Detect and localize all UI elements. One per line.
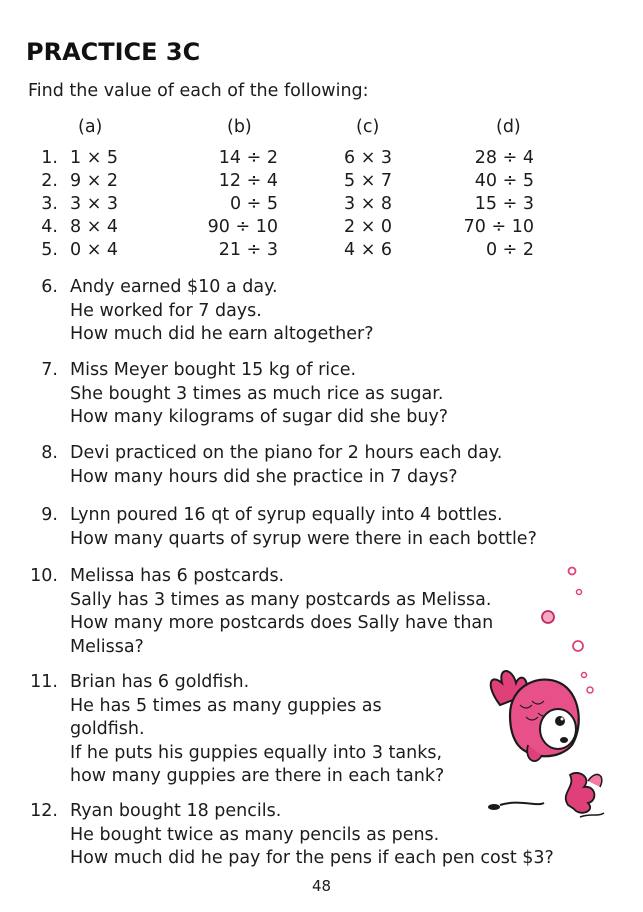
problem-line: Andy earned $10 a day.: [70, 277, 278, 297]
problem-line: How much did he pay for the pens if each pen cost $3?: [70, 848, 554, 868]
problem-line: goldfish.: [70, 719, 145, 739]
exercise-a: 9 × 2: [70, 171, 119, 191]
bubble-icon: [542, 611, 554, 623]
problem-line: Ryan bought 18 pencils.: [70, 801, 282, 821]
problem-line: If he puts his guppies equally into 3 tanks,: [70, 742, 443, 763]
exercise-d: 40 ÷ 5: [474, 171, 534, 191]
fish-face-icon: [540, 709, 576, 749]
problem-line: Brian has 6 goldfish.: [70, 672, 250, 692]
exercise-b: 90 ÷ 10: [207, 217, 278, 237]
exercise-a: 1 × 5: [70, 148, 119, 168]
bubble-icon: [577, 590, 582, 595]
exercise-b: 12 ÷ 4: [218, 171, 278, 191]
problem-line: He bought twice as many pencils as pens.: [70, 824, 440, 845]
problem-line: He worked for 7 days.: [70, 300, 262, 321]
problem-line: She bought 3 times as much rice as sugar.: [70, 383, 444, 404]
bubble-icon: [582, 673, 587, 678]
problem-number: 10.: [30, 566, 58, 586]
problem-line: How much did he earn altogether?: [70, 324, 374, 344]
goldfish-illustration: [480, 555, 620, 825]
exercise-number: 3.: [41, 194, 58, 214]
exercise-b: 21 ÷ 3: [218, 240, 278, 260]
problem-number: 8.: [41, 443, 58, 463]
problem-number: 11.: [30, 672, 58, 692]
problem-line: Miss Meyer bought 15 kg of rice.: [70, 360, 357, 380]
exercise-d: 28 ÷ 4: [474, 148, 534, 168]
column-header-d: (d): [496, 117, 521, 137]
column-header-b: (b): [227, 117, 252, 137]
bubble-icon: [569, 568, 576, 575]
problem-line: Melissa has 6 postcards.: [70, 566, 285, 586]
problem-number: 12.: [30, 801, 58, 821]
problem-line: How many quarts of syrup were there in each bottle?: [70, 528, 537, 549]
exercise-d: 70 ÷ 10: [463, 217, 534, 237]
bubble-icon: [573, 641, 583, 651]
bubble-icon: [587, 687, 593, 693]
problem-line: how many guppies are there in each tank?: [70, 766, 445, 786]
exercise-c: 5 × 7: [344, 171, 393, 191]
problem-number: 9.: [41, 505, 58, 525]
exercise-c: 4 × 6: [344, 240, 393, 260]
problem-line: Lynn poured 16 qt of syrup equally into 4 bottles.: [70, 505, 503, 525]
exercise-a: 3 × 3: [70, 194, 119, 214]
problem-line: Melissa?: [70, 636, 144, 657]
problem-line: He has 5 times as many guppies as: [70, 695, 382, 716]
exercise-d: 0 ÷ 2: [485, 240, 534, 260]
exercise-number: 4.: [41, 217, 58, 237]
problem-line: Sally has 3 times as many postcards as Melissa.: [70, 589, 492, 610]
exercise-a: 0 × 4: [70, 240, 119, 260]
exercise-d: 15 ÷ 3: [474, 194, 534, 214]
exercise-c: 3 × 8: [344, 194, 393, 214]
column-header-c: (c): [356, 117, 380, 137]
problem-line: How many more postcards does Sally have than: [70, 613, 494, 633]
exercise-number: 1.: [41, 148, 58, 168]
exercise-c: 2 × 0: [344, 217, 393, 237]
exercise-number: 2.: [41, 171, 58, 191]
problem-line: Devi practiced on the piano for 2 hours each day.: [70, 443, 503, 463]
exercise-b: 14 ÷ 2: [218, 148, 278, 168]
problem-line: How many hours did she practice in 7 days?: [70, 466, 458, 487]
exercise-b: 0 ÷ 5: [229, 194, 278, 214]
fish-eye-icon: [555, 716, 565, 726]
problem-number: 7.: [41, 360, 58, 380]
column-header-a: (a): [78, 117, 103, 137]
exercise-number: 5.: [41, 240, 58, 260]
instruction-text: Find the value of each of the following:: [28, 81, 369, 101]
problem-line: How many kilograms of sugar did she buy?: [70, 407, 449, 427]
problem-number: 6.: [41, 277, 58, 297]
exercise-a: 8 × 4: [70, 217, 119, 237]
page-number: 48: [311, 877, 332, 895]
exercise-c: 6 × 3: [344, 148, 393, 168]
page-title: PRACTICE 3C: [26, 38, 201, 66]
